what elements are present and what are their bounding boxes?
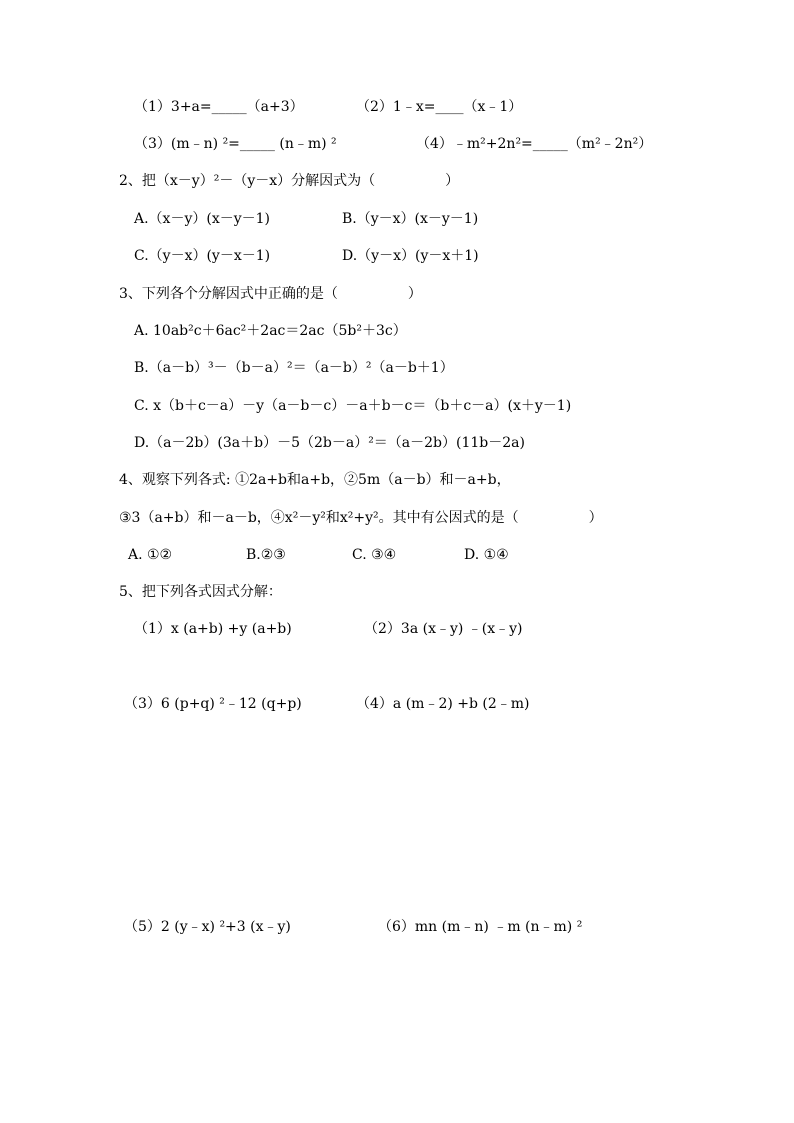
q2-option-d: D.（y－x）(y－x＋1) [342,248,479,264]
q4-option-b: B.②③ [246,547,286,563]
q4-option-c: C. ③④ [352,547,397,563]
q2-stem: 2、把（x－y）²－（y－x）分解因式为（ ） [119,173,460,189]
q5-part-6: （6）mn (m﹣n) ﹣m (n﹣m) ² [378,919,583,935]
q3-option-d: D.（a－2b）(3a＋b）－5（2b－a）²＝（a－2b）(11b－2a) [134,435,525,451]
q1-part-3: （3）(m﹣n) ²=_____ (n﹣m) ² [134,136,337,152]
q5-part-2: （2）3a (x﹣y) ﹣(x﹣y) [364,621,523,637]
q4-stem-line-1: 4、观察下列各式: ①2a+b和a+b，②5m（a－b）和－a+b， [119,472,511,488]
q3-stem: 3、下列各个分解因式中正确的是（ ） [119,286,422,302]
q4-option-d: D. ①④ [464,547,509,563]
q3-option-c: C. x（b＋c－a）－y（a－b－c）－a＋b－c＝（b＋c－a）(x＋y－1) [134,398,572,414]
q3-option-a: A. 10ab²c＋6ac²＋2ac＝2ac（5b²＋3c） [134,323,407,339]
q2-option-a: A.（x－y）(x－y－1) [134,211,271,227]
q1-part-1: （1）3+a=_____（a+3） [134,99,304,115]
q4-stem-line-2: ③3（a+b）和－a－b，④x²－y²和x²+y²。其中有公因式的是（ ） [119,510,603,526]
q5-part-5: （5）2 (y﹣x) ²+3 (x﹣y) [124,919,291,935]
q3-option-b: B.（a－b）³－（b－a）²＝（a－b）²（a－b＋1） [134,360,454,376]
q1-part-4: （4）﹣m²+2n²=_____（m²﹣2n²） [416,136,653,152]
q5-stem: 5、把下列各式因式分解： [119,584,282,600]
q5-part-1: （1）x (a+b) +y (a+b) [134,621,292,637]
q5-part-4: （4）a (m﹣2) +b (2﹣m) [356,696,530,712]
q2-option-c: C.（y－x）(y－x－1) [134,248,271,264]
q1-part-2: （2）1﹣x=____（x﹣1） [356,99,523,115]
q5-part-3: （3）6 (p+q) ²﹣12 (q+p) [124,696,302,712]
q4-option-a: A. ①② [128,547,173,563]
q2-option-b: B.（y－x）(x－y－1) [342,211,479,227]
